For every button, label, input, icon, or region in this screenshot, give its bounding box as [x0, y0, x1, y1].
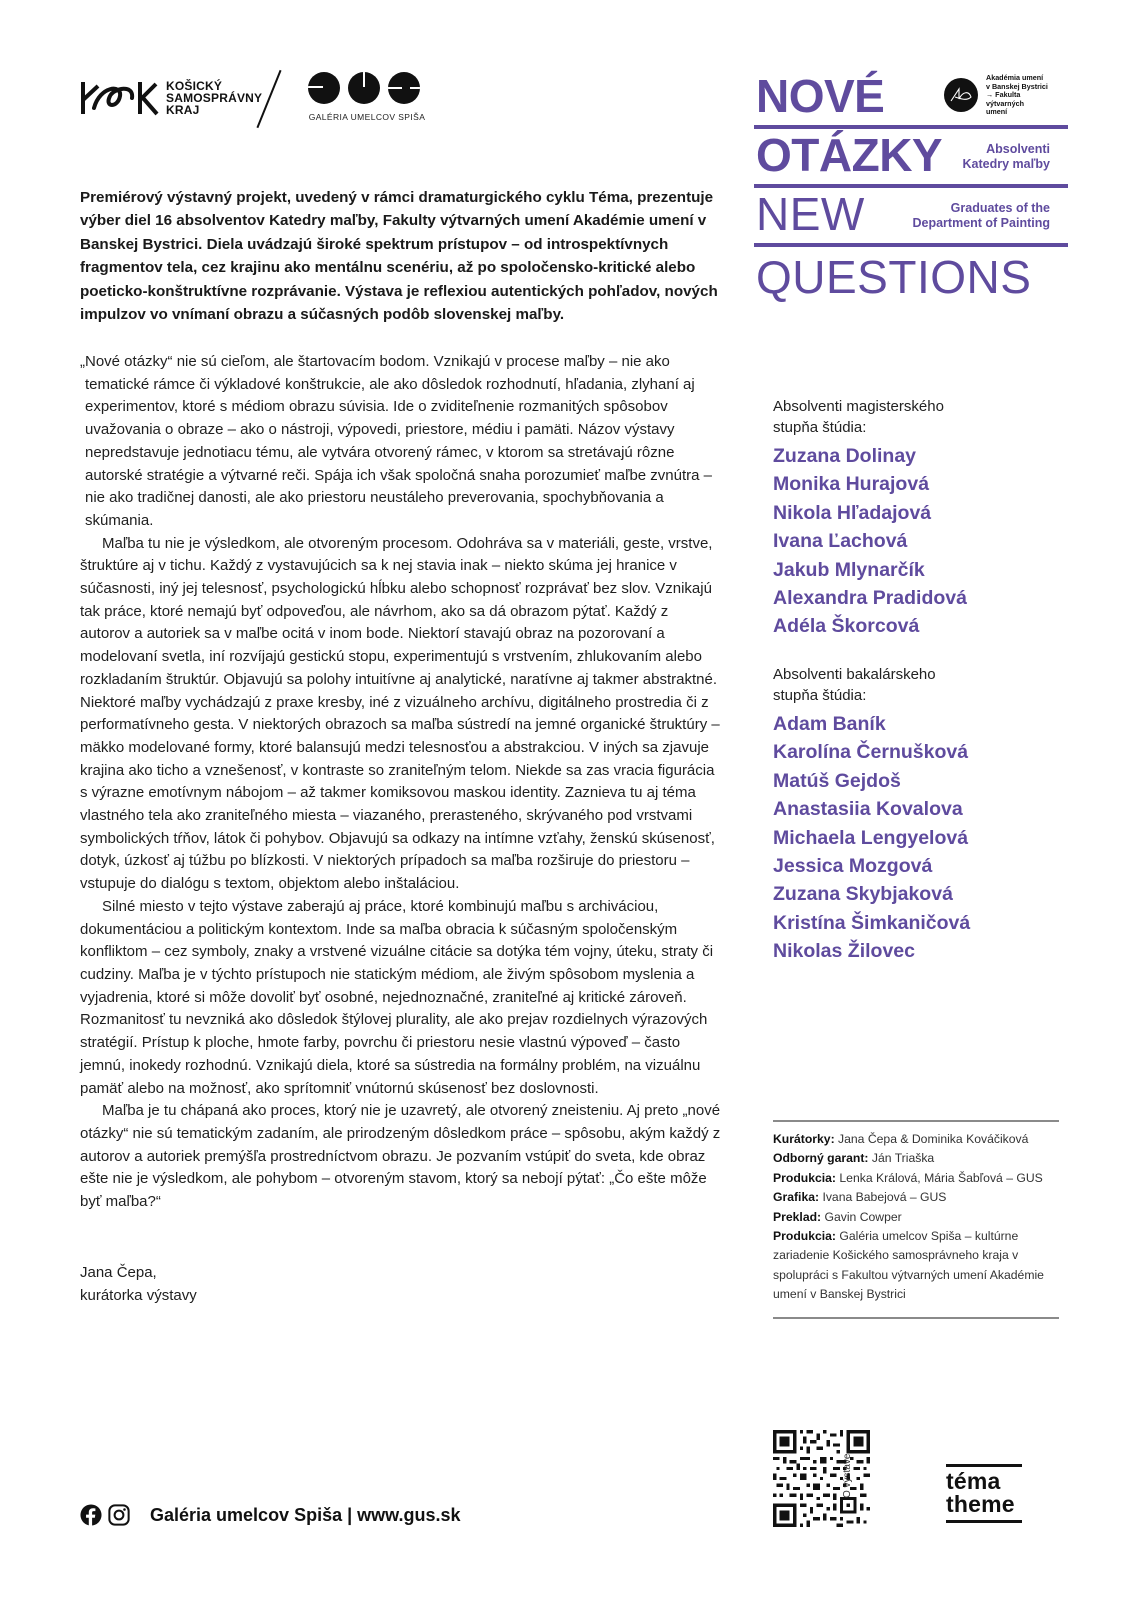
graduate-name: Adam Baník — [773, 713, 886, 735]
graduate-name: Matúš Gejdoš — [773, 769, 901, 792]
title-otazky: OTÁZKY — [756, 129, 943, 181]
tema-line: theme — [946, 1491, 1015, 1517]
gus-mark-icon — [308, 72, 426, 104]
masters-list — [773, 442, 1073, 641]
graduate-name: Michaela Lengyelová — [773, 826, 969, 849]
ksk-wordmark — [166, 80, 262, 116]
essay-paragraph: Maľba je tu chápaná ako proces, ktorý nie je uzavretý, ale otvorený zneisteniu. Aj preto „nové otázky“ nie sú tematickým zadaním, ale prirodzeným dôsledkom práce – spôsobu, akým každý z autorov a autoriek premýšľa prostredníctvom obrazu. Je pozvaním vstúpiť do sveta, kde obraz ešte nie je výsledkom, ale pohybom – otvoreným stavom, ktorý sa nebojí pýtať: „Čo ešte môže byť maľba?“ — [80, 1102, 721, 1211]
masters-label: Absolventi magisterského stupňa štúdia: — [773, 398, 944, 436]
graduate-name: Nikolas Žilovec — [773, 940, 915, 963]
ksk-line: KRAJ — [166, 103, 200, 117]
exhibition-title — [754, 70, 1068, 306]
title-row-new — [754, 188, 1068, 247]
title-row-questions — [754, 247, 1068, 306]
aku-mark-icon — [944, 78, 978, 112]
title-new: NEW — [756, 188, 865, 240]
graduate-name: Nikola Hľadajová — [773, 501, 932, 524]
essay-paragraph: Silné miesto v tejto výstave zaberajú aj práce, ktoré kombinujú maľbu s archiváciou, dokumentáciou a politickým kontextom. Inde sa maľba obracia k súčasným spoločenským konfliktom – cez symboly, znaky a vrstvené vizuálne citácie sa dotýka tém vojny, úteku, straty či cudziny. Maľba je v týchto prístupoch nie statickým médiom, ale živým spôsobom myslenia a vyjadrenia, ktoré si môže dovoliť byť osobné, nejednoznačné, zraniteľné aj kritické zároveň. Rozmanitosť tu nevzniká ako dôsledok štýlovej plurality, ale ako prejav rozdielnych výrazových stratégií. Prístup k ploche, hmote farby, povrchu či priestoru nesie vlastnú výpoveď – často jemnú, inokedy rozhodnú. Vznikajú diela, ktoré sa sústredia na formálny problém, na vizuálnu pamäť alebo na možnosť, ako sprítomniť vnútornú skúsenosť bez doslovnosti. — [80, 897, 714, 1097]
subtitle-sk: Absolventi Katedry maľby — [962, 142, 1050, 171]
graduate-name: Anastasiia Kovalova — [773, 798, 963, 821]
credit-line: Grafika: Ivana Babejová – GUS — [773, 1190, 947, 1205]
credit-line: Produkcia: Lenka Králová, Mária Šabľová – GUS — [773, 1170, 1043, 1185]
tema-logo — [946, 1464, 1022, 1523]
qr-code[interactable] — [773, 1430, 870, 1527]
facebook-icon[interactable] — [80, 1504, 102, 1526]
footer-contact[interactable]: Galéria umelcov Spiša | www.gus.sk — [150, 1504, 461, 1525]
instagram-icon[interactable] — [108, 1504, 130, 1526]
ksk-logo — [80, 78, 262, 118]
credit-line: Kurátorky: Jana Čepa & Dominika Kováčiková — [773, 1132, 1029, 1146]
tema-line: téma — [946, 1468, 1001, 1494]
credit-line: Odborný garant: Ján Triaška — [773, 1151, 935, 1166]
title-questions: QUESTIONS — [756, 251, 1032, 303]
graduate-name: Monika Hurajová — [773, 473, 930, 496]
graduate-name: Ivana Ľachová — [773, 530, 908, 553]
curatorial-essay — [80, 351, 722, 1214]
credits-block — [773, 1120, 1059, 1319]
signature-role: kurátorka výstavy — [80, 1286, 197, 1304]
bachelors-label: Absolventi bakalárskeho stupňa štúdia: — [773, 666, 936, 704]
footer — [80, 1504, 461, 1526]
graduate-name: Karolína Černušková — [773, 741, 969, 764]
credit-line: Preklad: Gavin Cowper — [773, 1209, 902, 1224]
gus-label: GALÉRIA UMELCOV SPIŠA — [308, 112, 426, 122]
title-nove: NOVÉ — [756, 70, 885, 122]
bachelors-graduates — [773, 664, 1073, 966]
credit-line: Produkcia: Galéria umelcov Spiša – kultúrne zariadenie Košického samosprávneho kraja v spolupráci s Fakultou výtvarných umení Akadémie umení v Banskej Bystrici — [773, 1229, 1044, 1302]
graduate-name: Zuzana Skybjaková — [773, 883, 953, 906]
graduate-name: Jakub Mlynarčík — [773, 558, 925, 581]
graduate-name: Kristína Šimkaničová — [773, 911, 971, 934]
essay-paragraph: „Nové otázky“ nie sú cieľom, ale štartovacím bodom. Vznikajú v procese maľby – nie ako tematické rámce či výkladové konštrukcie, ale ako dôsledok rozhodnutí, hľadania, zlyhaní aj experimentov, ktoré s médiom obrazu súvisia. Ide o zviditeľnenie rozmanitých spôsobov uvažovania o obraze – ako o nástroji, výpovedi, priestore, médiu i pamäti. Názov výstavy nepredstavuje jednotiacu tému, ale vytvára otvorený rámec, v ktorom sa stretávajú rôzne autorské stratégie a výtvarné reči. Spája ich však spoločná snaha porozumieť maľbe zvnútra – nie ako tradičnej danosti, ale ako priestoru neustáleho preverovania, spochybňovania a skúmania. — [80, 353, 712, 529]
ksk-line: SAMOSPRÁVNY — [166, 91, 263, 105]
intro-paragraph: Premiérový výstavný projekt, uvedený v rámci dramaturgického cyklu Téma, prezentuje výber diel 16 absolventov Katedry maľby, Fakulty výtvarných umení Akadémie umení v Banskej Bystrici. Diela uvádzajú široké spektrum prístupov – od introspektívnych fragmentov tela, cez krajinu ako mentálnu scenériu, až po spoločensko-kritické alebo poeticko-konštruktívne rozprávanie. Výstava je reflexiou autentických pohľadov, nových impulzov vo vnímaní obrazu a súčasných podôb slovenskej maľby. — [80, 189, 718, 324]
title-row-otazky — [754, 129, 1068, 188]
title-row-nove — [754, 70, 1068, 129]
graduate-name: Jessica Mozgová — [773, 855, 933, 878]
graduate-name: Adéla Škorcová — [773, 615, 920, 638]
masters-graduates — [773, 396, 1073, 641]
essay-paragraph: Maľba tu nie je výsledkom, ale otvoreným procesom. Odohráva sa v materiáli, geste, vrstve, štruktúre aj v tichu. Každý z vystavujúcich sa k nej stavia inak – niekto skúma jej hranice v súčasnosti, iný jej telesnosť, psychologickú hĺbku alebo schopnosť rozprávať bez slov. Vznikajú tak práce, ktoré nemajú byť odpoveďou, ale návrhom, ako sa dá obrazom pýtať. Každý z autorov a autoriek sa v maľbe ocitá v inom bode. Niektorí stavajú obraz na pozorovaní a modelovaní svetla, iní rozvíjajú gestickú stopu, experimentujú s vrstvením, zhlukovaním alebo rozkladaním štruktúr. Objavujú sa polohy intuitívne aj analytické, naratívne aj takmer abstraktné. Niektoré maľby vychádzajú z praxe kresby, iné z vizuálneho archívu, digitálneho prostredia či z performatívneho gesta. V niektorých obrazoch sa maľba sústredí na jemné organické štruktúry – mäkko modelované formy, ktoré balansujú medzi telesnosťou a abstrakciou. V iných sa zjavuje krajina ako ticho a vznešenosť, v kontraste so zraniteľným telom. Niekde sa zas vracia figurácia s výrazne emotívnym nábojom – až takmer komiksovou maskou identity. Zaznieva tu aj téma vlastného tela ako zraniteľného miesta – viazaného, prerasteného, skrývaného pod vrstvami symbolických tŕňov, látok či pohybov. Objavujú sa odkazy na intímne vzťahy, ženskú skúsenosť, dotyk, úzkosť aj túžbu po blízkosti. V niektorých prípadoch sa maľba rozširuje do priestoru – vstupuje do dialógu s textom, objektom alebo inštaláciou. — [80, 534, 720, 893]
gus-logo — [308, 72, 426, 122]
graduate-name: Alexandra Pradidová — [773, 587, 967, 610]
aku-logo — [944, 74, 1048, 117]
signature-name: Jana Čepa, — [80, 1264, 157, 1281]
aku-wordmark: Akadémia umení v Banskej Bystrici → Fakulta výtvarných umení — [986, 73, 1048, 116]
ksk-mark-icon — [80, 78, 160, 118]
bachelors-list — [773, 710, 1073, 966]
essay-signature — [80, 1262, 197, 1307]
ksk-line: KOŠICKÝ — [166, 79, 223, 93]
qr-label: O výstave — [842, 1453, 853, 1498]
subtitle-en: Graduates of the Department of Painting — [912, 201, 1050, 230]
graduate-name: Zuzana Dolinay — [773, 445, 917, 467]
